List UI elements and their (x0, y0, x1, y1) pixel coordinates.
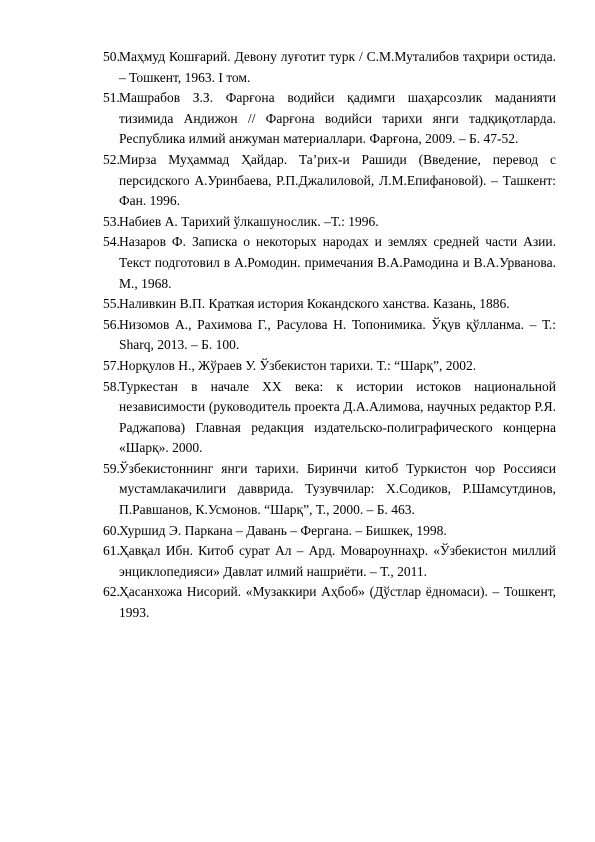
reference-text: Норқулов Н., Жўраев У. Ўзбекистон тарихи. Т.: “Шарқ”, 2002. (119, 357, 477, 373)
reference-number: 51. (103, 90, 120, 106)
reference-text: Машрабов З.З. Фарғона водийси қадимги шаҳарсозлик маданияти тизимида Андижон // Фарғона водийси тарихи янги тадқиқотларда. Республика илмий анжуман материаллари. Фарғона, 2009. – Б. 47-52. (119, 90, 556, 147)
reference-number: 53. (103, 213, 120, 229)
reference-text: Наливкин В.П. Краткая история Кокандского ханства. Казань, 1886. (119, 296, 510, 312)
reference-text: Маҳмуд Кошғарий. Девону луғотит турк / С.М.Муталибов таҳрири остида. – Тошкент, 1963. I том. (119, 49, 556, 85)
reference-text: Набиев А. Тарихий ўлкашунослик. –Т.: 1996. (119, 213, 379, 229)
reference-text: Ҳавқал Ибн. Китоб сурат Ал – Ард. Мовароуннаҳр. «Ўзбекистон миллий энциклопедияси» Давлат илмий нашриёти. – Т., 2011. (119, 543, 556, 579)
reference-number: 61. (103, 543, 120, 559)
reference-number: 55. (103, 296, 120, 312)
reference-number: 52. (103, 151, 120, 167)
reference-item (104, 459, 556, 521)
reference-number: 56. (103, 316, 120, 332)
reference-item (104, 521, 556, 542)
reference-text: Назаров Ф. Записка о некоторых народах и землях средней части Азии. Текст подготовил в А.Ромодин. примечания В.А.Рамодина и В.А.Урванова. М., 1968. (119, 234, 556, 291)
reference-text: Мирза Муҳаммад Ҳайдар. Та’рих-и Рашиди (Введение, перевод с персидского А.Уринбаева, Р.П.Джалиловой, Л.М.Епифановой). – Ташкент: Фан. 1996. (119, 151, 556, 209)
reference-item (104, 377, 556, 459)
reference-text: Ҳасанхожа Нисорий. «Музаккири Аҳбоб» (Дўстлар ёдномаси). – Тошкент, 1993. (119, 584, 556, 621)
reference-item (104, 212, 556, 233)
reference-item (104, 356, 556, 377)
reference-list (104, 47, 556, 624)
reference-item (104, 150, 556, 212)
reference-item (104, 88, 556, 150)
reference-number: 60. (103, 522, 120, 538)
reference-number: 62. (103, 584, 120, 600)
reference-item (104, 47, 556, 88)
reference-text: Ўзбекистоннинг янги тарихи. Биринчи китоб Туркистон чор Россияси мустамлакачилиги давврида. Тузувчилар: Х.Содиков, Р.Шамсутдинов, П.Равшанов, К.Усмонов. “Шарқ”, Т., 2000. – Б. 463. (119, 460, 556, 518)
reference-item (104, 541, 556, 582)
reference-number: 54. (103, 234, 120, 250)
reference-item (104, 582, 556, 623)
reference-number: 50. (103, 49, 120, 64)
reference-number: 58. (103, 378, 120, 394)
reference-item (104, 294, 556, 315)
reference-text: Туркестан в начале ХХ века: к истории истоков национальной независимости (руководитель проекта Д.А.Алимова, научных редактор Р.Я. Раджапова) Главная редакция издательско-полиграфического концерна «Шарқ». 2000. (119, 378, 556, 456)
reference-text: Низомов А., Рахимова Г., Расулова Н. Топонимика. Ўқув қўлланма. – Т.: Sharq, 2013. – Б. 100. (119, 316, 556, 353)
reference-number: 59. (103, 460, 120, 476)
reference-number: 57. (103, 357, 120, 373)
reference-item (104, 315, 556, 356)
reference-item (104, 232, 556, 294)
reference-text: Хуршид Э. Паркана – Давань – Фергана. – Бишкек, 1998. (119, 522, 447, 538)
